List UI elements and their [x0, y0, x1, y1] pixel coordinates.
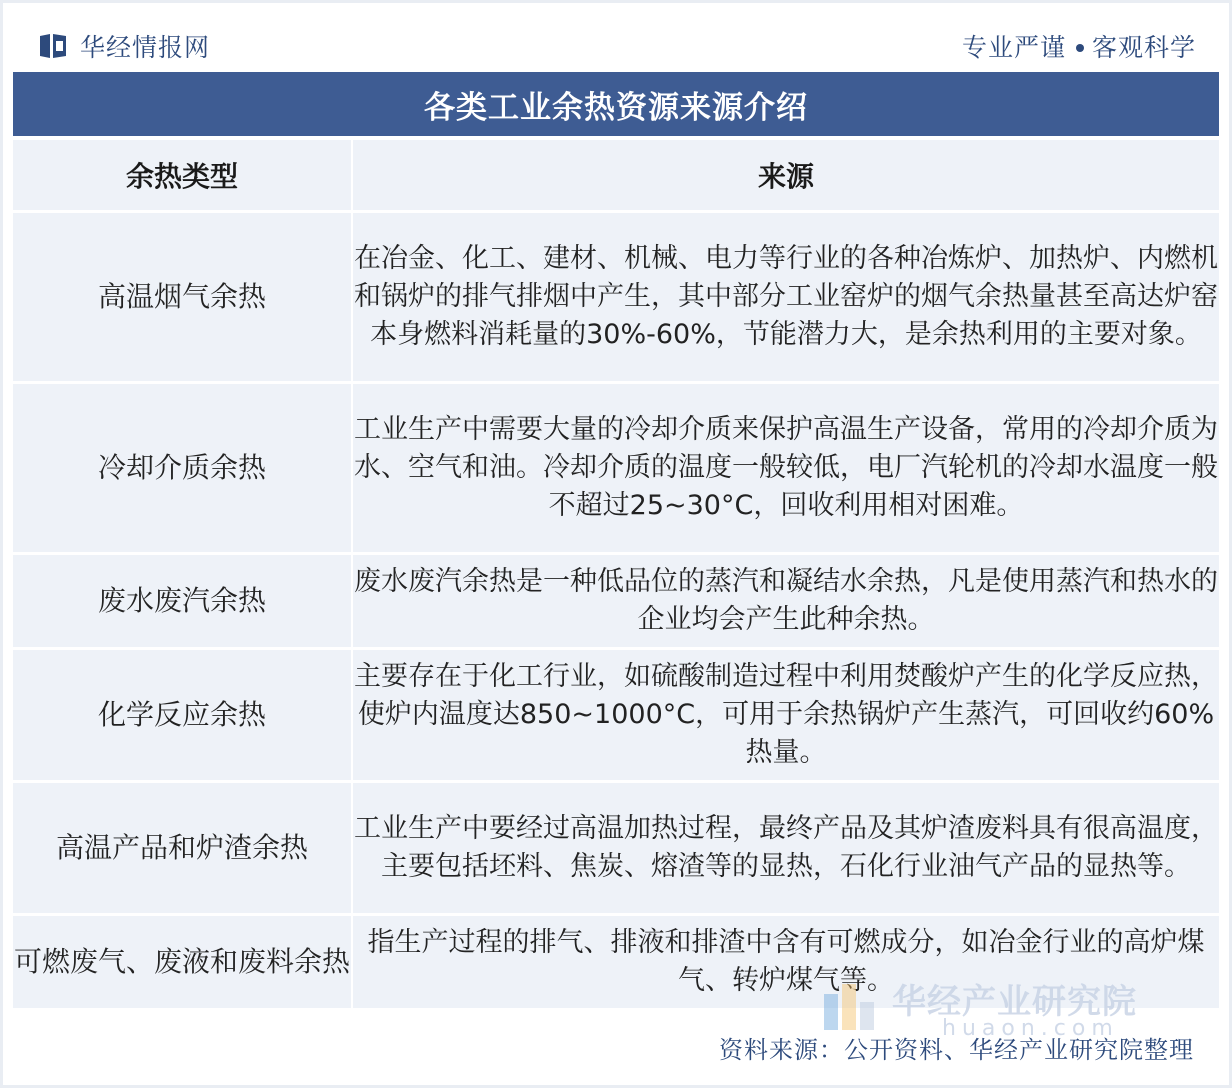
- row-source: 主要存在于化工行业，如硫酸制造过程中利用焚酸炉产生的化学反应热，使炉内温度达850~1000°C，可用于余热锅炉产生蒸汽，可回收约60%热量。: [353, 650, 1219, 783]
- header-source: 来源: [353, 140, 1219, 213]
- brand-name: 华经情报网: [80, 33, 211, 62]
- slogan-left: 专业严谨: [961, 33, 1066, 62]
- table-row: [13, 555, 1219, 650]
- brand-logo-icon: [38, 32, 68, 60]
- row-source: 指生产过程的排气、排液和排渣中含有可燃成分，如冶金行业的高炉煤气、转炉煤气等。: [353, 916, 1219, 1011]
- slogan-right: 客观科学: [1091, 33, 1196, 62]
- slogan: [962, 28, 1196, 64]
- header-type: 余热类型: [13, 140, 353, 213]
- row-source: 工业生产中要经过高温加热过程，最终产品及其炉渣废料具有很高温度，主要包括坯料、焦炭、熔渣等的显热，石化行业油气产品的显热等。: [353, 783, 1219, 916]
- bullet-dot-icon: [1076, 44, 1084, 52]
- row-type: 高温烟气余热: [13, 213, 353, 384]
- row-type: 废水废汽余热: [13, 555, 353, 650]
- row-type: 可燃废气、废液和废料余热: [13, 916, 353, 1011]
- table-row: [13, 384, 1219, 555]
- table-row: [13, 650, 1219, 783]
- row-type: 冷却介质余热: [13, 384, 353, 555]
- source-note: 资料来源：公开资料、华经产业研究院整理: [719, 1036, 1194, 1064]
- watermark-url: huaon.com: [942, 1016, 1119, 1041]
- table-header-row: [13, 140, 1219, 213]
- table-row: [13, 916, 1219, 1011]
- brand: [38, 28, 210, 64]
- row-type: 高温产品和炉渣余热: [13, 783, 353, 916]
- row-source: 在冶金、化工、建材、机械、电力等行业的各种冶炼炉、加热炉、内燃机和锅炉的排气排烟中产生，其中部分工业窑炉的烟气余热量甚至高达炉窑本身燃料消耗量的30%-60%，节能潜力大，是余热利用的主要对象。: [353, 213, 1219, 384]
- watermark-text: 华经产业研究院: [892, 982, 1137, 1022]
- row-source: 工业生产中需要大量的冷却介质来保护高温生产设备，常用的冷却介质为水、空气和油。冷却介质的温度一般较低，电厂汽轮机的冷却水温度一般不超过25~30°C，回收利用相对困难。: [353, 384, 1219, 555]
- row-type: 化学反应余热: [13, 650, 353, 783]
- table-row: [13, 783, 1219, 916]
- row-source: 废水废汽余热是一种低品位的蒸汽和凝结水余热，凡是使用蒸汽和热水的企业均会产生此种余热。: [353, 555, 1219, 650]
- heat-source-table: [13, 140, 1219, 1011]
- header-bar: [0, 0, 1232, 70]
- table-row: [13, 213, 1219, 384]
- table-title: 各类工业余热资源来源介绍: [13, 72, 1219, 136]
